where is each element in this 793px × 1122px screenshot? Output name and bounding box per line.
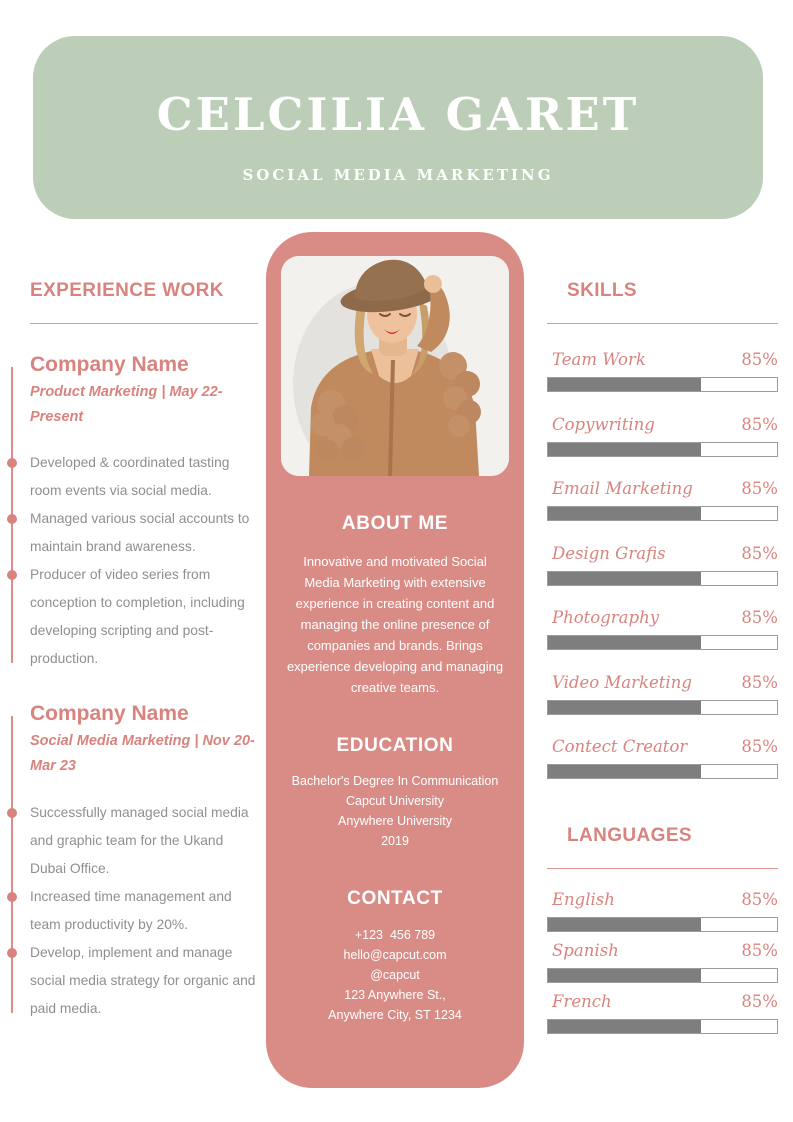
bar-value: 85% bbox=[741, 608, 778, 627]
bar-value: 85% bbox=[741, 940, 778, 960]
bar-label: Design Grafis bbox=[552, 543, 666, 563]
bar-row bbox=[547, 336, 778, 401]
bar-fill bbox=[548, 969, 701, 982]
bar-row bbox=[547, 465, 778, 530]
job-bullets bbox=[30, 799, 258, 1023]
bar-label: Team Work bbox=[552, 350, 646, 369]
languages-divider bbox=[547, 868, 778, 869]
contact-line: Anywhere City, ST 1234 bbox=[328, 1008, 462, 1023]
contact-line: +123 456 789 bbox=[354, 928, 436, 943]
bar-fill bbox=[548, 507, 701, 520]
about-title: ABOUT ME bbox=[341, 513, 449, 534]
progress-bar bbox=[547, 968, 778, 983]
education-line: Bachelor's Degree In Communication bbox=[291, 774, 499, 789]
bar-fill bbox=[548, 918, 701, 931]
bar-fill bbox=[548, 765, 701, 778]
bar-fill bbox=[548, 378, 701, 391]
skills-section bbox=[547, 280, 778, 1034]
bar-fill bbox=[548, 443, 701, 456]
progress-bar bbox=[547, 700, 778, 715]
skills-list bbox=[547, 336, 778, 788]
progress-bar bbox=[547, 917, 778, 932]
education-line: Anywhere University bbox=[338, 814, 452, 829]
contact-lines bbox=[266, 925, 524, 1025]
job-bullet: Increased time management and team productivity by 20%. bbox=[30, 883, 258, 939]
job-meta: Product Marketing | May 22-Present bbox=[30, 384, 223, 425]
job-bullet: Producer of video series from conception to completion, including developing scripting and post-production. bbox=[30, 561, 258, 673]
bar-fill bbox=[548, 572, 701, 585]
bar-value: 85% bbox=[741, 350, 778, 369]
bar-label: Video Marketing bbox=[552, 672, 692, 692]
languages-section bbox=[547, 825, 778, 1034]
experience-section bbox=[30, 280, 258, 1023]
job-bullets bbox=[30, 449, 258, 673]
education-line: 2019 bbox=[381, 834, 409, 849]
progress-bar bbox=[547, 506, 778, 521]
header-banner bbox=[33, 36, 763, 219]
education-line: Capcut University bbox=[346, 794, 444, 809]
progress-bar bbox=[547, 764, 778, 779]
experience-title: EXPERIENCE WORK bbox=[30, 280, 224, 301]
job-meta: Social Media Marketing | Nov 20-Mar 23 bbox=[30, 733, 255, 774]
languages-title: LANGUAGES bbox=[567, 824, 692, 846]
bar-fill bbox=[548, 701, 701, 714]
bar-label: Contect Creator bbox=[552, 737, 688, 756]
bar-label: Photography bbox=[552, 608, 660, 627]
bar-value: 85% bbox=[741, 414, 778, 434]
job-bullet: Successfully managed social media and graphic team for the Ukand Dubai Office. bbox=[30, 799, 258, 883]
bar-row bbox=[547, 401, 778, 466]
jobs-list bbox=[30, 353, 258, 1023]
profile-panel bbox=[266, 232, 524, 1088]
contact-line: 123 Anywhere St., bbox=[344, 988, 446, 1003]
bar-fill bbox=[548, 1020, 701, 1033]
bar-row bbox=[547, 932, 778, 983]
job-bullet: Managed various social accounts to maintain brand awareness. bbox=[30, 505, 258, 561]
contact-line: hello@capcut.com bbox=[343, 948, 447, 963]
bar-label: French bbox=[552, 991, 612, 1011]
contact-line: @capcut bbox=[370, 968, 420, 983]
job-entry bbox=[30, 353, 258, 673]
progress-bar bbox=[547, 1019, 778, 1034]
bar-value: 85% bbox=[741, 672, 778, 692]
skills-title: SKILLS bbox=[567, 280, 637, 301]
bar-row bbox=[547, 983, 778, 1034]
company-name: Company Name bbox=[30, 353, 189, 376]
education-lines bbox=[266, 771, 524, 851]
experience-divider bbox=[30, 323, 258, 324]
contact-title: CONTACT bbox=[347, 888, 443, 910]
progress-bar bbox=[547, 377, 778, 392]
bar-label: English bbox=[552, 889, 615, 909]
job-entry bbox=[30, 702, 258, 1022]
bar-row bbox=[547, 881, 778, 932]
person-role: SOCIAL MEDIA MARKETING bbox=[242, 166, 554, 184]
progress-bar bbox=[547, 571, 778, 586]
bar-value: 85% bbox=[741, 991, 778, 1011]
bar-row bbox=[547, 530, 778, 595]
bar-row bbox=[547, 723, 778, 788]
profile-photo bbox=[281, 256, 509, 476]
bar-value: 85% bbox=[741, 737, 778, 756]
about-text: Innovative and motivated Social Media Marketing with extensive experience in creating content and managing the online presence of companies and brands. Brings experience developing and managing creative teams. bbox=[286, 554, 504, 696]
bar-row bbox=[547, 659, 778, 724]
progress-bar bbox=[547, 442, 778, 457]
bar-label: Email Marketing bbox=[552, 479, 693, 498]
bar-label: Copywriting bbox=[552, 414, 655, 434]
portrait-illustration bbox=[281, 256, 509, 476]
job-bullet: Develop, implement and manage social media strategy for organic and paid media. bbox=[30, 939, 258, 1023]
skills-divider bbox=[547, 323, 778, 324]
bar-fill bbox=[548, 636, 701, 649]
company-name: Company Name bbox=[30, 702, 189, 726]
bar-label: Spanish bbox=[552, 940, 619, 960]
bar-value: 85% bbox=[741, 543, 778, 563]
person-name: CELCILIA GARET bbox=[156, 88, 640, 141]
bar-row bbox=[547, 594, 778, 659]
job-bullet: Developed & coordinated tasting room events via social media. bbox=[30, 449, 258, 505]
bar-value: 85% bbox=[741, 889, 778, 909]
education-title: EDUCATION bbox=[336, 735, 454, 757]
languages-list bbox=[547, 881, 778, 1034]
bar-value: 85% bbox=[741, 479, 778, 498]
progress-bar bbox=[547, 635, 778, 650]
